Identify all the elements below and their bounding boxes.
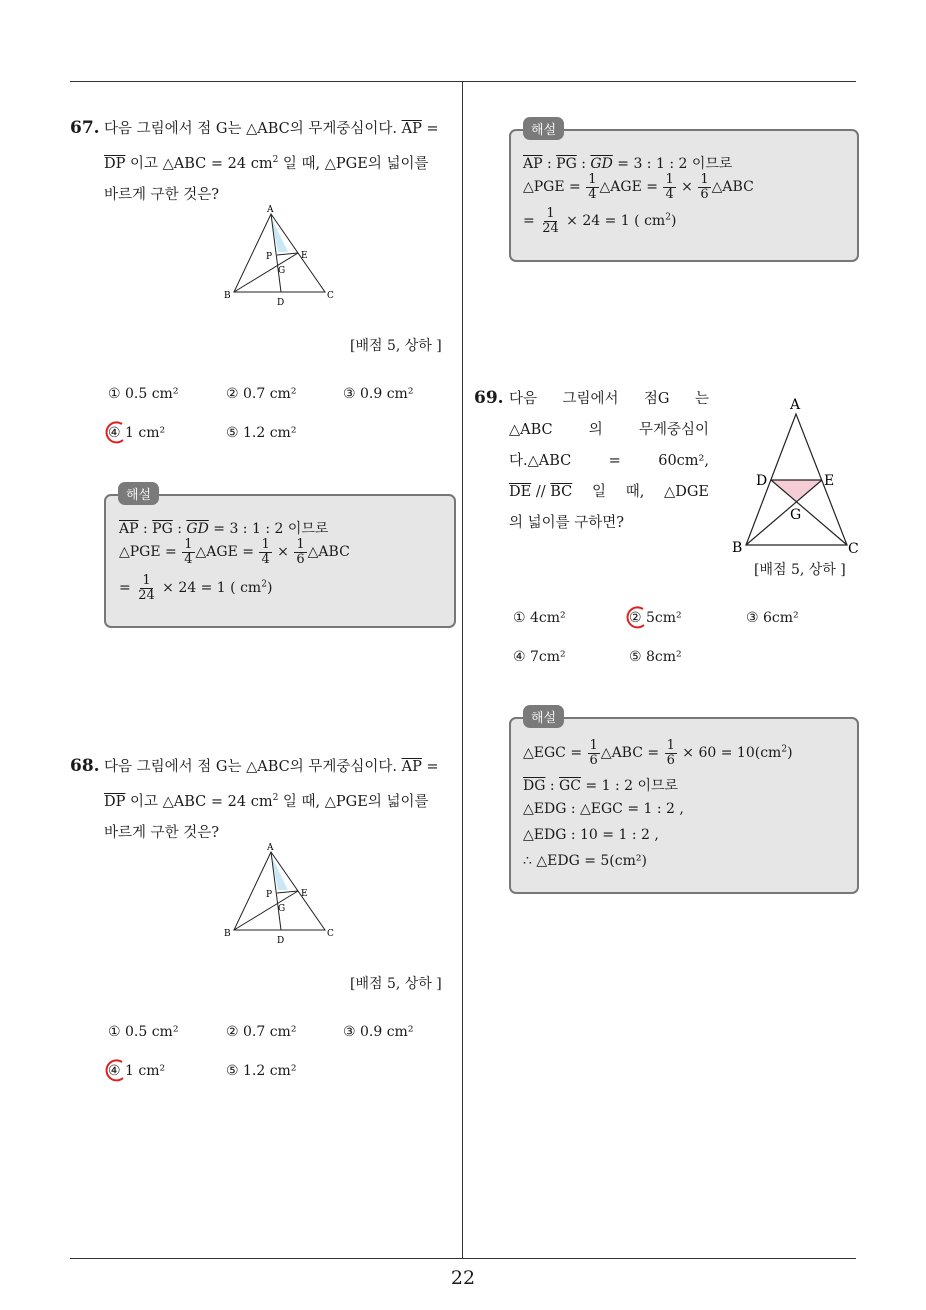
question-line-1: 다음 그림에서 점G 는 (509, 391, 709, 407)
score-label: [배점 5, 상하 ] (754, 562, 846, 578)
choice-4[interactable]: ④ 7cm² (513, 649, 566, 665)
triangle-figure (728, 392, 864, 558)
choice-5[interactable]: ⑤ 1.2 cm² (226, 425, 297, 441)
solution-tag: 해설 (118, 482, 159, 505)
solution-tag: 해설 (523, 117, 564, 140)
question-number: 69. (474, 388, 504, 408)
question-line-1: 다음 그림에서 점 G는 △ABC의 무게중심이다. $\overline{AP}$ = (104, 121, 439, 137)
label-a: A (790, 397, 801, 413)
choice-2[interactable]: ② 5cm² (629, 610, 682, 626)
page-number: 22 (450, 1267, 476, 1289)
question-line-2: △ABC 의 무게중심이 (509, 422, 709, 438)
question-line-4: $\overline{DE} // \overline{BC}$ 일 때, △DGE (509, 484, 709, 500)
question-line-2: $\overline{DP}$ 이고 △ABC = 24 $cm^2$ 일 때, △PGE의 넓이를 (104, 793, 429, 810)
solution-line-1: $\overline{AP}$ : $\overline{PG}$ : $\overline{GD} = 3$ : 1 : 2 이므로 (523, 156, 733, 172)
solution-line-5: ∴ △EDG = 5(cm²) (523, 853, 647, 869)
solution-line-2: △PGE = $\frac{1}{4}$ △AGE = $\frac{1}{4}$ × $\frac{1}{6}$ △ABC (523, 172, 754, 202)
bottom-rule (70, 1258, 856, 1259)
solution-tag: 해설 (523, 705, 564, 728)
question-line-5: 의 넓이를 구하면? (509, 515, 625, 531)
question-line-3: 바르게 구한 것은? (104, 186, 220, 203)
solution-box-67 (104, 488, 456, 628)
question-text (509, 384, 709, 539)
label-g: G (278, 266, 286, 276)
choice-2[interactable]: ② 0.7 cm² (226, 386, 297, 402)
solution-line-4: △EDG : 10 = 1 : 2 , (523, 827, 659, 843)
choice-2[interactable]: ② 0.7 cm² (226, 1024, 297, 1040)
score-label: [배점 5, 상하 ] (350, 338, 442, 354)
choice-3[interactable]: ③ 6cm² (746, 610, 799, 626)
shaded-triangle-dge (771, 480, 822, 502)
label-a: A (267, 205, 274, 215)
label-c: C (327, 929, 334, 939)
score-label: [배점 5, 상하 ] (350, 976, 442, 992)
red-circle-mark-icon (102, 419, 128, 445)
label-p: P (266, 890, 273, 900)
choice-4[interactable]: ④ 1 cm² (108, 425, 165, 441)
choice-1[interactable]: ① 4cm² (513, 610, 566, 626)
choice-4-symbol: ④ (108, 1063, 121, 1079)
solution-line-3: △EDG : △EGC = 1 : 2 , (523, 801, 684, 817)
label-c: C (848, 541, 859, 557)
solution-line-1: $\overline{AP}$ : $\overline{PG}$ : $\overline{GD} = 3$ : 1 : 2 이므로 (119, 521, 329, 537)
question-text (104, 752, 456, 849)
question-line-3: 바르게 구한 것은? (104, 824, 220, 841)
label-b: B (732, 540, 743, 556)
label-a: A (267, 843, 274, 853)
solution-line-2: △PGE = $\frac{1}{4}$ △AGE = $\frac{1}{4}$ × $\frac{1}{6}$ △ABC (119, 537, 350, 567)
choice-2-symbol: ② (629, 610, 642, 626)
solution-box-69 (509, 711, 859, 894)
label-b: B (224, 929, 231, 939)
label-p: P (266, 252, 273, 262)
choice-5[interactable]: ⑤ 1.2 cm² (226, 1063, 297, 1079)
question-line-3: 다.△ABC = 60cm², (509, 453, 709, 469)
choice-4-symbol: ④ (108, 425, 121, 441)
column-divider (462, 82, 463, 1259)
choice-5[interactable]: ⑤ 8cm² (629, 649, 682, 665)
label-d: D (756, 473, 768, 489)
solution-line-1: △EGC = $\frac{1}{6}$ △ABC = $\frac{1}{6}$ × $60 = 10(cm^2)$ (523, 738, 793, 768)
label-g: G (790, 507, 802, 523)
question-number: 68. (70, 756, 100, 776)
question-line-1: 다음 그림에서 점 G는 △ABC의 무게중심이다. $\overline{AP}$ = (104, 759, 439, 775)
solution-box-68 (509, 123, 859, 262)
triangle-figure (220, 202, 340, 308)
top-rule (70, 81, 856, 82)
label-b: B (224, 291, 231, 301)
choice-1[interactable]: ① 0.5 cm² (108, 1024, 179, 1040)
question-text (104, 114, 456, 211)
label-g: G (278, 904, 286, 914)
red-circle-mark-icon (623, 604, 649, 630)
question-number: 67. (70, 118, 100, 138)
label-d: D (277, 936, 285, 946)
solution-line-3: = $\frac{1}{24}$ × 24 = 1 ( $cm^2$) (119, 573, 273, 603)
label-c: C (327, 291, 334, 301)
choice-4[interactable]: ④ 1 cm² (108, 1063, 165, 1079)
choice-3[interactable]: ③ 0.9 cm² (343, 386, 414, 402)
question-line-2: $\overline{DP}$ 이고 △ABC = 24 $cm^2$ 일 때, △PGE의 넓이를 (104, 155, 429, 172)
label-e: E (301, 889, 308, 899)
solution-line-2: $\overline{DG}$ : $\overline{GC} = 1$ : 2 이므로 (523, 778, 679, 794)
choice-1[interactable]: ① 0.5 cm² (108, 386, 179, 402)
label-d: D (277, 298, 285, 308)
red-circle-mark-icon (102, 1057, 128, 1083)
solution-line-3: = $\frac{1}{24}$ × 24 = 1 ( $cm^2$) (523, 206, 677, 236)
label-e: E (824, 473, 835, 489)
triangle-figure (220, 840, 340, 946)
choice-3[interactable]: ③ 0.9 cm² (343, 1024, 414, 1040)
label-e: E (301, 251, 308, 261)
